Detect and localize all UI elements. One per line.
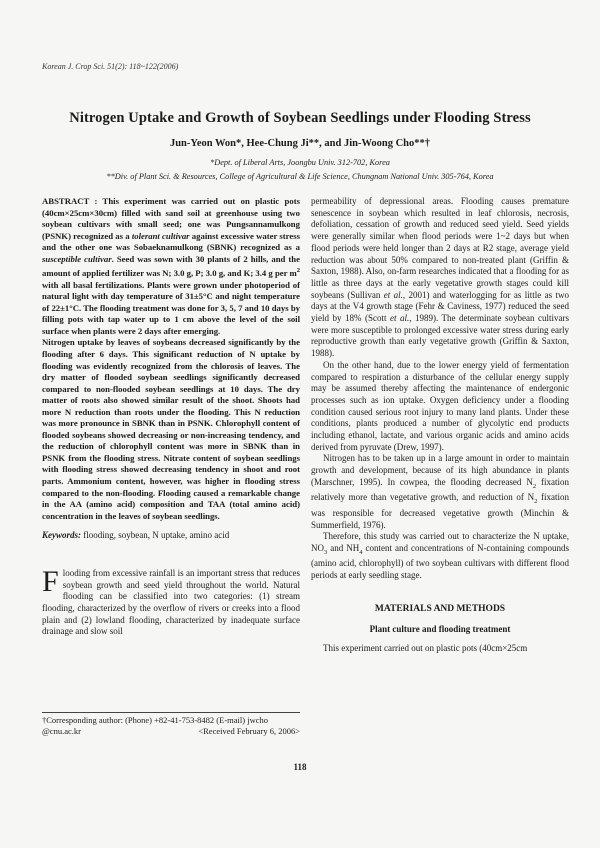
affiliation-2: **Div. of Plant Sci. & Resources, College of Agricultural & Life Science, Chungnam National Univ. 305-764, Korea <box>106 172 494 181</box>
journal-reference: Korean J. Crop Sci. 51(2): 118~122(2006) <box>42 62 179 71</box>
author-list: Jun-Yeon Won*, Hee-Chung Ji**, and Jin-Woong Cho**† <box>169 138 431 149</box>
body-paragraph-4: Therefore, this study was carried out to characterize the N uptake, $NO_3$ and $NH_4$ content and concentrations of N-containing compounds (amino acid, chlorophyll) of two soybean cultivars with different flood periods at early seedling stage. <box>311 531 569 581</box>
drop-cap: F <box>42 564 59 598</box>
footnote-email-domain: @cnu.ac.kr <box>42 726 81 736</box>
section-heading: MATERIALS AND METHODS <box>374 603 506 614</box>
received-date: <Received February 6, 2006> <box>198 726 300 736</box>
body-paragraph-3: Nitrogen has to be taken up in a large amount in order to maintain growth and development, because of its high abundance in plants (Marschner, 1995). In cowpea, the flooding decreased $N_2$ fixation relatively more than vegetative growth, and reduction of $N_2$ fixation was responsible for decreased vegetative growth (Minchin & Summerfield, 1976). <box>311 453 570 530</box>
page-number: 118 <box>293 762 307 772</box>
body-paragraph-1: permeability of depressional areas. Flooding causes premature senescence in soybean which resulted in leaf chlorosis, necrosis, defoliation, cessation of growth and reduced seed yield. Seed yields were generally similar when flood periods were 1~2 days but when flood periods were held longer than 2 days at R2 stage, average yield reduction was about 50% compared to non-treated plant (Griffin & Saxton, 1988). Also, on-farm researches indicated that a flooding for as little as three days at the early vegetative growth stages could kill soybeans (Sullivan et al., 2001) and waterlogging for as little as two days at the V4 growth stage (Fehr & Caviness, 1977) reduced the seed yield by 18% (Scott et al., 1989). The determinate soybean cultivars were more susceptible to prolonged excessive water stress during early reproductive growth than early vegetative growth (Griffin & Saxton, 1988). <box>311 196 570 359</box>
left-column <box>42 196 300 638</box>
keywords-text: flooding, soybean, N uptake, amino acid <box>81 530 230 541</box>
affiliation-1: *Dept. of Liberal Arts, Joongbu Univ. 312-702, Korea <box>210 158 390 167</box>
paper-title: Nitrogen Uptake and Growth of Soybean Seedlings under Flooding Stress <box>69 110 531 126</box>
footnote-line-1: †Corresponding author: (Phone) +82-41-753-8482 (E-mail) jwcho <box>42 715 268 725</box>
intro-paragraph: Flooding from excessive rainfall is an important stress that reduces soybean growth and seed yield throughout the world. Natural flooding can be classified into two categories: (1) stream flooding, characterized by the overflow of rivers or creeks into a flood plain and (2) lowland flooding, characterized by inadequate surface drainage and slow soil <box>42 564 300 637</box>
abstract-paragraph-2: Nitrogen uptake by leaves of soybeans decreased significantly by the flooding after 6 days. This significant reduction of N uptake by flooding was evidently recognized from the chlorosis of leaves. The dry matter of flooded soybean seedlings significantly decreased compared to non-flooded soybean seedlings at 10 days. The dry matter of roots also showed similar result of the shoot. Shoots had more N reduction than roots under the flooding. This N reduction was more pronounce in SBNK than in PSNK. Chlorophyll content of flooded soybeans showed decreasing or non-increasing tendency, and the reduction of chlorophyll content was more in SBNK than in PSNK from the flooding stress. Nitrate content of soybean seedlings with flooding stress showed decreasing tendency in shoot and root parts. Ammonium content, however, was higher in flooding stress compared to the non-flooding. Flooding caused a remarkable change in the AA (amino acid) composition and TAA (total amino acid) concentration in the leaves of soybean seedlings. <box>42 337 300 521</box>
body-paragraph-5: This experiment carried out on plastic pots (40cm×25cm <box>323 643 528 654</box>
right-column <box>311 196 569 655</box>
abstract-paragraph-1: ABSTRACT : This experiment was carried out on plastic pots (40cm×25cm×30cm) filled with sand soil at greenhouse using two soybean cultivars with small seed; one was Pungsannamulkong (PSNK) recognized as a tolerant cultivar against excessive water stress and the other one was Sobaeknamulkong (SBNK) recognized as a susceptible cultivar. Seed was sown with 30 plants of 2 hills, and the amount of applied fertilizer was N; 3.0 g, P; 3.0 g, and K; 3.4 g per $m^2$ with all basal fertilizations. Plants were grown under photoperiod of natural light with day temperature of 31±5°C and night temperature of 22±1°C. The flooding treatment was done for 3, 5, 7 and 10 days by filling pots with tap water up to 1 cm above the level of the soil surface when plants were 2 days after emerging. <box>42 196 301 336</box>
keywords-label: Keywords: <box>42 530 81 541</box>
keywords <box>42 530 300 542</box>
subsection-heading: Plant culture and flooding treatment <box>369 623 511 634</box>
corresponding-author-footnote <box>42 712 300 737</box>
abstract-label: ABSTRACT : <box>42 196 98 206</box>
body-paragraph-2: On the other hand, due to the lower energy yield of fermentation compared to respiration a disturbance of the cellular energy supply may be assumed thereby affecting the maintenance of endergonic processes such as ion uptake. Oxygen deficiency under a flooding condition caused serious root injury to many land plants. Under these conditions, plants produced a number of glycolytic end products including ethanol, lactate, and various organic acids and amino acids derived from pyruvate (Drew, 1997). <box>311 359 569 452</box>
